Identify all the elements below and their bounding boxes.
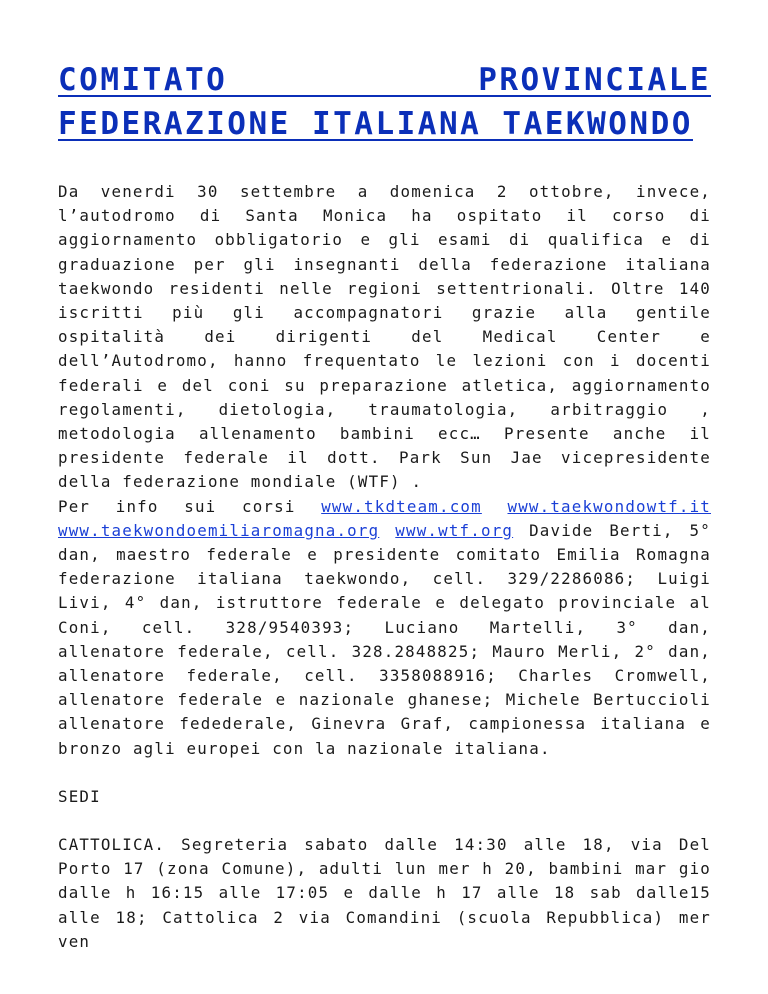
link-taekwondowtf[interactable]: www.taekwondowtf.it bbox=[507, 496, 711, 516]
sedi-paragraph: CATTOLICA. Segreteria sabato dalle 14:30 alle 18, via Del Porto 17 (zona Comune), adulti lun mer h 20, bambini mar gio dalle h 16:15 alle 17:05 e dalle h 17 alle 18 sab dalle15 alle 18; Cattolica 2 via Comandini (scuola Repubblica) mer ven bbox=[58, 835, 711, 951]
article-paragraph bbox=[58, 180, 711, 761]
link-tkdteam[interactable]: www.tkdteam.com bbox=[321, 496, 482, 516]
link-taekwondoemiliaromagna[interactable]: www.taekwondoemiliaromagna.org bbox=[58, 520, 380, 540]
link-wtf[interactable]: www.wtf.org bbox=[395, 520, 514, 540]
paragraph-text: Da venerdi 30 settembre a domenica 2 ottobre, invece, l’autodromo di Santa Monica ha ospitato il corso di aggiornamento obbligatorio e gli esami di qualifica e di graduazione per gli insegnanti della federazione italiana taekwondo residenti nelle regioni settentrionali. Oltre 140 iscritti più gli accompagnatori grazie alla gentile ospitalità dei dirigenti del Medical Center e dell’Autodromo, hanno frequentato le lezioni con i docenti federali e del coni su preparazione atletica, aggiornamento regolamenti, dietologia, traumatologia, arbitraggio , metodologia allenamento bambini ecc… Presente anche il presidente federale il dott. Park Sun Jae vicepresidente della federazione mondiale (WTF) . bbox=[58, 182, 711, 492]
info-prefix: Per info sui corsi bbox=[58, 496, 322, 516]
article bbox=[58, 58, 711, 954]
sedi-heading: SEDI bbox=[58, 786, 101, 806]
contacts-text: Davide Berti, 5° dan, maestro federale e presidente comitato Emilia Romagna federazione italiana taekwondo, cell. 329/2286086; Luigi Livi, 4° dan, istruttore federale e delegato provinciale al Coni, cell. 328/9540393; Luciano Martelli, 3° dan, allenatore federale, cell. 328.2848825; Mauro Merli, 2° dan, allenatore federale, cell. 3358088916; Charles Cromwell, allenatore federale e nazionale ghanese; Michele Bertuccioli allenatore fedederale, Ginevra Graf, campionessa italiana e bronzo agli europei con la nazionale italiana. bbox=[58, 520, 711, 758]
article-title-link[interactable]: COMITATO PROVINCIALE FEDERAZIONE ITALIANA TAEKWONDO bbox=[58, 62, 711, 142]
article-title[interactable] bbox=[58, 58, 711, 146]
